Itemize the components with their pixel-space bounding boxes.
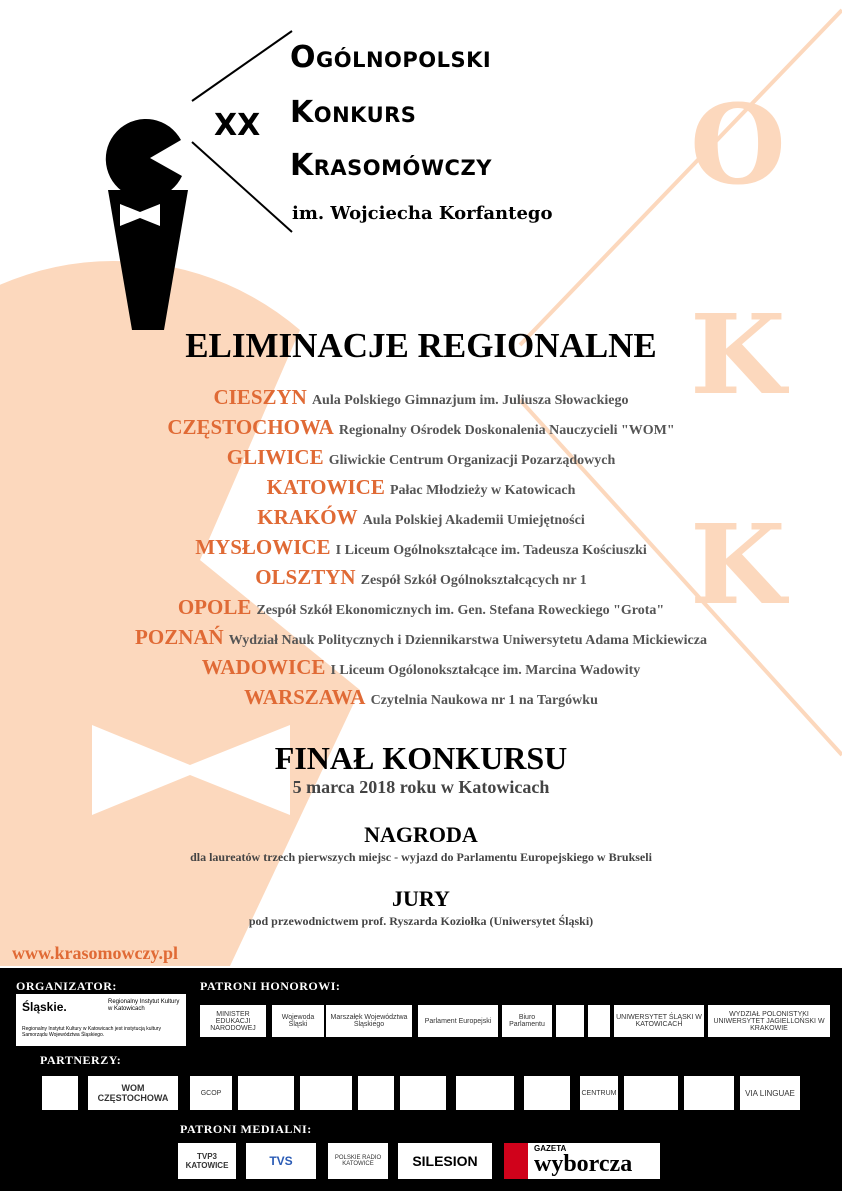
list-item bbox=[0, 622, 842, 652]
city-name: POZNAŃ bbox=[135, 625, 224, 649]
list-item bbox=[0, 472, 842, 502]
partner-logo-2 bbox=[238, 1076, 294, 1110]
honorary-logo-parliament: Parlament Europejski bbox=[418, 1005, 498, 1037]
partner-logo-6 bbox=[456, 1076, 514, 1110]
list-item bbox=[0, 682, 842, 712]
partner-logo-5 bbox=[400, 1076, 446, 1110]
city-name: WARSZAWA bbox=[244, 685, 366, 709]
organizer-brand-2: Regionalny Instytut Kultury w Katowicach bbox=[108, 999, 180, 1012]
city-name: GLIWICE bbox=[226, 445, 324, 469]
logo-head bbox=[106, 119, 182, 199]
venue-name: Czytelnia Naukowa nr 1 na Targówku bbox=[370, 693, 598, 708]
media-logo-tvs: TVS bbox=[246, 1143, 316, 1179]
list-item bbox=[0, 412, 842, 442]
prize-text: dla laureatów trzech pierwszych miejsc - wyjazd do Parlamentu Europejskiego w Brukseli bbox=[190, 850, 652, 864]
venue-name: I Liceum Ogólnokształcące im. Tadeusza Kościuszki bbox=[335, 543, 647, 558]
partner-logo-7 bbox=[524, 1076, 570, 1110]
city-name: MYSŁOWICE bbox=[195, 535, 331, 559]
partner-logo-centrum: CENTRUM bbox=[580, 1076, 618, 1110]
eliminations-list bbox=[0, 382, 842, 712]
honorary-label: PATRONI HONOROWI: bbox=[200, 979, 341, 993]
media-logo-radio: POLSKIE RADIO KATOWICE bbox=[328, 1143, 388, 1179]
venue-name: Zespół Szkół Ogólnokształcących nr 1 bbox=[360, 573, 587, 588]
partners-label: PARTNERZY: bbox=[40, 1053, 122, 1067]
title-line-2: Konkurs bbox=[290, 95, 417, 130]
partner-logo-8 bbox=[624, 1076, 678, 1110]
city-name: KATOWICE bbox=[266, 475, 385, 499]
partner-logo-9 bbox=[684, 1076, 734, 1110]
wyborcza-red-block bbox=[504, 1143, 528, 1179]
venue-name: Regionalny Ośrodek Doskonalenia Nauczycieli "WOM" bbox=[338, 423, 675, 438]
edition-number: XX bbox=[214, 108, 261, 143]
venue-name: Zespół Szkół Ekonomicznych im. Gen. Stefana Roweckiego "Grota" bbox=[256, 603, 665, 618]
side-letter-k2: K bbox=[690, 500, 786, 629]
patron-name: im. Wojciecha Korfantego bbox=[292, 203, 553, 224]
list-item bbox=[0, 442, 842, 472]
logo-line-down bbox=[192, 142, 292, 232]
city-name: OLSZTYN bbox=[255, 565, 356, 589]
city-name: OPOLE bbox=[177, 595, 252, 619]
prize-title: NAGRODA bbox=[364, 822, 478, 847]
list-item bbox=[0, 592, 842, 622]
partner-logo-via-linguae: VIA LINGUAE bbox=[740, 1076, 800, 1110]
partner-logo-3 bbox=[300, 1076, 352, 1110]
venue-name: I Liceum Ogólonokształcące im. Marcina Wadowity bbox=[330, 663, 641, 678]
wyborcza-title: wyborcza bbox=[534, 1151, 633, 1177]
venue-name: Gliwickie Centrum Organizacji Pozarządowych bbox=[328, 453, 616, 468]
list-item bbox=[0, 652, 842, 682]
partner-logo-gcop: GCOP bbox=[190, 1076, 232, 1110]
final-title: FINAŁ KONKURSU bbox=[274, 740, 568, 776]
side-letter-k1: K bbox=[690, 290, 786, 419]
final-date: 5 marca 2018 roku w Katowicach bbox=[292, 777, 550, 797]
partner-logo-4 bbox=[358, 1076, 394, 1110]
logo-line-up bbox=[192, 31, 292, 101]
partner-logo-1 bbox=[42, 1076, 78, 1110]
partner-logo-wom: WOM CZĘSTOCHOWA bbox=[88, 1076, 178, 1110]
organizer-logo bbox=[16, 994, 186, 1046]
list-item bbox=[0, 502, 842, 532]
title-line-1: Ogólnopolski bbox=[290, 40, 492, 75]
honorary-logo-marszalek: Marszałek Województwa Śląskiego bbox=[326, 1005, 412, 1037]
wyborcza-gazeta: GAZETA bbox=[534, 1144, 567, 1153]
watermark-diagonal bbox=[520, 10, 842, 345]
honorary-logo-emblem-1 bbox=[556, 1005, 584, 1037]
venue-name: Aula Polskiego Gimnazjum im. Juliusza Słowackiego bbox=[311, 393, 629, 408]
website-link[interactable]: www.krasomowczy.pl bbox=[12, 943, 178, 963]
honorary-logo-uj: WYDZIAŁ POLONISTYKI UNIWERSYTET JAGIELLOŃSKI W KRAKOWIE bbox=[708, 1005, 830, 1037]
media-logo-silesion: SILESION bbox=[398, 1143, 492, 1179]
venue-name: Aula Polskiej Akademii Umiejętności bbox=[362, 513, 585, 528]
organizer-brand-1: Śląskie. bbox=[22, 1000, 67, 1014]
jury-title: JURY bbox=[392, 886, 450, 911]
honorary-logo-men: MINISTER EDUKACJI NARODOWEJ bbox=[200, 1005, 266, 1037]
city-name: KRAKÓW bbox=[257, 505, 358, 529]
city-name: CZĘSTOCHOWA bbox=[167, 415, 334, 439]
jury-text: pod przewodnictwem prof. Ryszarda Koziołka (Uniwersytet Śląski) bbox=[248, 914, 594, 928]
city-name: WADOWICE bbox=[201, 655, 326, 679]
title-line-3: Krasomówczy bbox=[290, 148, 492, 183]
venue-name: Wydział Nauk Politycznych i Dziennikarstwa Uniwersytetu Adama Mickiewicza bbox=[228, 633, 707, 648]
honorary-logo-office: Biuro Parlamentu bbox=[502, 1005, 552, 1037]
eliminations-title: ELIMINACJE REGIONALNE bbox=[185, 326, 657, 365]
venue-name: Pałac Młodzieży w Katowicach bbox=[389, 483, 576, 498]
city-name: CIESZYN bbox=[213, 385, 307, 409]
honorary-logo-us: UNIWERSYTET ŚLĄSKI W KATOWICACH bbox=[614, 1005, 704, 1037]
honorary-logo-wojewoda: Wojewoda Śląski bbox=[272, 1005, 324, 1037]
list-item bbox=[0, 382, 842, 412]
media-logo-wyborcza bbox=[504, 1143, 660, 1179]
media-logo-tvp3: TVP3 KATOWICE bbox=[178, 1143, 236, 1179]
list-item bbox=[0, 532, 842, 562]
list-item bbox=[0, 562, 842, 592]
organizer-label: ORGANIZATOR: bbox=[16, 979, 117, 993]
side-letter-o: O bbox=[690, 80, 786, 209]
honorary-logo-emblem-2 bbox=[588, 1005, 610, 1037]
media-label: PATRONI MEDIALNI: bbox=[180, 1122, 312, 1136]
organizer-note: Regionalny Instytut Kultury w Katowicach jest instytucją kultury Samorządu Województwa Śląskiego. bbox=[22, 1026, 161, 1038]
